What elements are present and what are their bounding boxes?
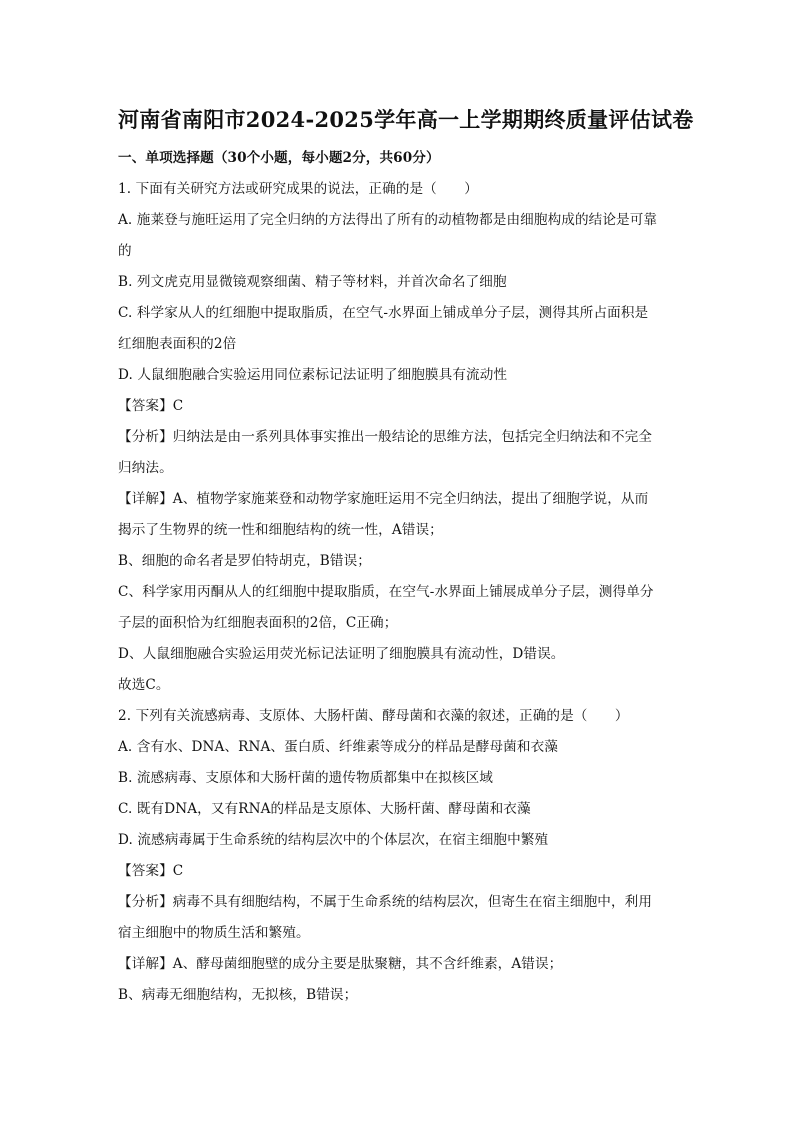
question-1-detail: 【详解】A、植物学家施莱登和动物学家施旺运用不完全归纳法，提出了细胞学说，从而 (118, 491, 649, 507)
question-1-detail-cont: 揭示了生物界的统一性和细胞结构的统一性，A错误； (118, 522, 443, 538)
question-1-option-c: C. 科学家从人的红细胞中提取脂质，在空气-水界面上铺成单分子层，测得其所占面积是 (118, 305, 649, 321)
question-2-option-a: A. 含有水、DNA、RNA、蛋白质、纤维素等成分的样品是酵母菌和衣藻 (118, 739, 558, 755)
question-1-option-a-cont: 的 (118, 243, 132, 259)
section-heading: 一、单项选择题（30个小题，每小题2分，共60分） (118, 150, 440, 166)
question-2-answer: 【答案】C (118, 863, 184, 879)
question-2-stem: 2. 下列有关流感病毒、支原体、大肠杆菌、酵母菌和衣藻的叙述，正确的是（ ） (118, 708, 629, 724)
question-1-conclusion: 故选C。 (118, 677, 170, 693)
question-1-detail-b: B、细胞的命名者是罗伯特胡克，B错误； (118, 553, 371, 569)
question-2-detail: 【详解】A、酵母菌细胞壁的成分主要是肽聚糖，其不含纤维素，A错误； (118, 956, 563, 972)
question-1-option-b: B. 列文虎克用显微镜观察细菌、精子等材料，并首次命名了细胞 (118, 274, 507, 290)
question-2-analysis: 【分析】病毒不具有细胞结构，不属于生命系统的结构层次，但寄生在宿主细胞中，利用 (118, 894, 653, 910)
question-2-analysis-cont: 宿主细胞中的物质生活和繁殖。 (118, 925, 310, 941)
question-1-stem: 1. 下面有关研究方法或研究成果的说法，正确的是（ ） (118, 181, 478, 197)
question-1-option-d: D. 人鼠细胞融合实验运用同位素标记法证明了细胞膜具有流动性 (118, 367, 508, 383)
question-1-option-c-cont: 红细胞表面积的2倍 (118, 336, 237, 352)
question-2-option-b: B. 流感病毒、支原体和大肠杆菌的遗传物质都集中在拟核区域 (118, 770, 493, 786)
question-1-detail-c: C、科学家用丙酮从人的红细胞中提取脂质，在空气-水界面上铺展成单分子层，测得单分 (118, 584, 654, 600)
question-1-detail-d: D、人鼠细胞融合实验运用荧光标记法证明了细胞膜具有流动性，D错误。 (118, 646, 565, 662)
question-1-detail-c-cont: 子层的面积恰为红细胞表面积的2倍，C正确； (118, 615, 398, 631)
question-1-analysis-cont: 归纳法。 (118, 460, 173, 476)
question-2-option-c: C. 既有DNA，又有RNA的样品是支原体、大肠杆菌、酵母菌和衣藻 (118, 801, 531, 817)
question-1-analysis: 【分析】归纳法是由一系列具体事实推出一般结论的思维方法，包括完全归纳法和不完全 (118, 429, 653, 445)
question-1-option-a: A. 施莱登与施旺运用了完全归纳的方法得出了所有的动植物都是由细胞构成的结论是可靠 (118, 212, 658, 228)
question-1-answer: 【答案】C (118, 398, 184, 414)
question-2-detail-b: B、病毒无细胞结构，无拟核，B错误； (118, 987, 358, 1003)
document-title: 河南省南阳市2024-2025学年高一上学期期终质量评估试卷 (118, 107, 694, 132)
question-2-option-d: D. 流感病毒属于生命系统的结构层次中的个体层次，在宿主细胞中繁殖 (118, 832, 549, 848)
